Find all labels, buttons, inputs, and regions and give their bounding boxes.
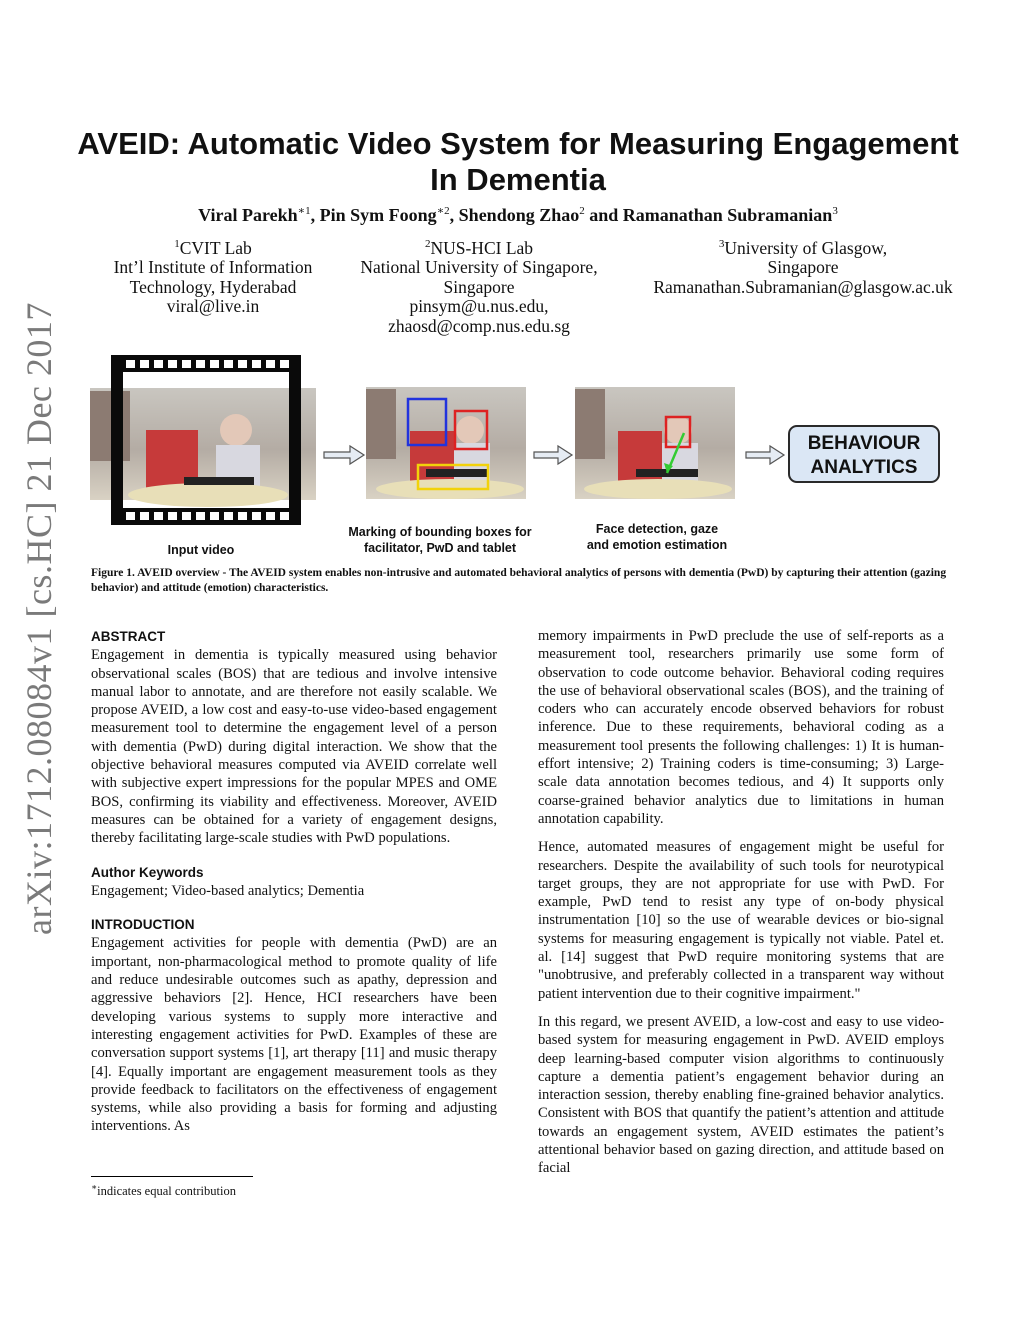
arrow-1-icon [324, 446, 364, 464]
affiliation-2 [338, 235, 620, 336]
face-gaze-frame [575, 387, 735, 499]
author-3: , Shendong Zhao [449, 205, 580, 225]
abstract-heading: ABSTRACT [91, 629, 166, 644]
affiliation-2-line: Singapore [443, 276, 515, 297]
affiliation-1-line: Technology, Hyderabad [129, 276, 297, 297]
stage-label-text: Face detection, gaze [595, 522, 719, 536]
footnote-mark: ∗ [91, 1182, 98, 1192]
stage-label-bounding-boxes [330, 524, 550, 556]
affiliation-1-line: Int’l Institute of Information [113, 257, 313, 278]
right-paragraph-2: Hence, automated measures of engagement might be useful for researchers. Despite the availability of such tools for neurotypical target groups, they are not appropriate for use with PwD. For example, PwD tend to resist any type of on-body physical instrumentation [10] so the use of wearable devices or bio-signal systems for measuring engagement is typically not viable. Patel et. al. [14] suggest that PwD require monitoring systems that are "unobtrusive, and preferably collected in a transparent way without patient intervention due to their cognitive impairment." [538, 839, 944, 1002]
author-1-mark: ∗1 [297, 205, 311, 217]
affiliation-2-line: NUS-HCI Lab [430, 237, 534, 258]
affiliation-1-line: CVIT Lab [179, 237, 252, 258]
affiliation-2-email: pinsym@u.nus.edu, [409, 296, 549, 317]
left-column [91, 628, 497, 1136]
bounding-box-frame [366, 387, 526, 499]
affiliation-1-email: viral@live.in [166, 296, 260, 317]
figure-1-caption: Figure 1. AVEID overview - The AVEID system enables non-intrusive and automated behavioral analytics of persons with dementia (PwD) by capturing their attention (gazing behavior) and attitude (emotion) characteristics. [91, 567, 947, 594]
affiliation-3-email: Ramanathan.Subramanian@glasgow.ac.uk [653, 276, 953, 297]
introduction-heading: INTRODUCTION [91, 917, 195, 933]
author-list [60, 204, 976, 226]
right-paragraph-3: In this regard, we present AVEID, a low-cost and easy to use video-based system for measuring engagement in PwD. AVEID employs deep learning-based computer vision algorithms to continuously capture a dementia patient’s engagement behavior during an interaction session, thereby enabling fine-grained behavior analytics. Consistent with BOS that quantify the patient’s attention and attitude towards an engagement system, AVEID estimates the patient’s attentional behavior based on gazing direction, and attitude based on facial [538, 1013, 944, 1177]
stage-label-face-detection [562, 521, 752, 553]
title-line-1: AVEID: Automatic Video System for Measuring Engagement [77, 126, 959, 161]
affiliation-2-email: zhaosd@comp.nus.edu.sg [388, 315, 570, 336]
paper-title [60, 126, 976, 198]
affiliation-3 [626, 235, 980, 297]
affiliation-1-mark: 1 [174, 238, 180, 250]
keywords-heading: Author Keywords [91, 864, 204, 880]
affiliation-3-mark: 3 [718, 238, 725, 250]
affiliation-1 [88, 235, 338, 317]
right-paragraph-1: memory impairments in PwD preclude the use of self-reports as a measurement tool, researchers primarily use some form of observation to code outcome behavior. Behavioral coding requires the use of behavioral observational scales (BOS), and the training of coders who can accurately encode observed behaviors for robust inference. Due to these requirements, behavioral coding as a measurement tool presents the following challenges: 1) It is human-effort intensive; 2) Training coders is time-consuming; 3) Large-scale data annotation becomes tedious, and 4) It supports only coarse-grained behavior analytics due to limitations in human annotation capability. [538, 628, 944, 827]
keywords-text: Engagement; Video-based analytics; Dementia [91, 882, 365, 899]
stage-label-text: Input video [167, 543, 235, 557]
abstract-text: Engagement in dementia is typically measured using behavior observational scales (BOS) that are tedious and involve intensive manual labor to annotate, and are therefore not easily scalable. We propose AVEID, a low cost and easy-to-use video-based engagement measurement tool to determine the engagement level of a person with dementia (PwD) during digital interaction. We show that the objective behavioral measures computed via AVEID correlate well with subjective expert impressions for the popular MPES and OME BOS, confirming its viability and effectiveness. Moreover, AVEID measures can be obtained for a variety of engagement designs, thereby facilitating large-scale studies with PwD populations. [91, 647, 497, 847]
title-line-2: In Dementia [430, 162, 606, 197]
arrow-3-icon [746, 446, 784, 464]
arxiv-stamp: arXiv:1712.08084v1 [cs.HC] 21 Dec 2017 [19, 302, 59, 935]
stage-label-input-video [140, 542, 262, 558]
input-video-filmstrip [90, 357, 316, 523]
behaviour-analytics-line-1: BEHAVIOUR [807, 433, 921, 454]
introduction-text: Engagement activities for people with dementia (PwD) are an important, non-pharmacological method to promote quality of life and reduce undesirable outcomes such as apathy, depression and aggressive behaviors [2]. Hence, HCI researchers have been developing various systems to supply more interactive and interesting engagement activities for PwD. Examples of these are conversation support systems [1], art therapy [11] and music therapy [4]. Equally important are engagement measurement tools as they provide feedback to facilitators on the effectiveness of engagement systems, while also providing a basis for forming and adjusting interventions. As [91, 935, 497, 1135]
affiliation-3-line: University of Glasgow, [724, 237, 888, 258]
author-2-mark: ∗2 [436, 205, 450, 217]
behaviour-analytics-box [788, 425, 940, 483]
author-3-mark: 2 [579, 205, 585, 217]
stage-label-text: and emotion estimation [586, 538, 728, 552]
affiliation-2-line: National University of Singapore, [360, 257, 598, 278]
author-2: , Pin Sym Foong [310, 205, 437, 225]
affiliation-3-line: Singapore [767, 257, 839, 278]
footnote [91, 1182, 236, 1199]
author-4: and Ramanathan Subramanian [584, 205, 833, 225]
affiliation-2-mark: 2 [424, 238, 431, 250]
stage-label-text: facilitator, PwD and tablet [363, 541, 517, 555]
right-column [538, 627, 944, 1178]
arrow-2-icon [534, 446, 572, 464]
behaviour-analytics-line-2: ANALYTICS [810, 457, 918, 478]
footnote-text: indicates equal contribution [97, 1184, 236, 1199]
author-1: Viral Parekh [198, 205, 298, 225]
stage-label-text: Marking of bounding boxes for [348, 525, 532, 539]
footnote-rule [91, 1176, 253, 1177]
author-4-mark: 3 [832, 205, 838, 217]
